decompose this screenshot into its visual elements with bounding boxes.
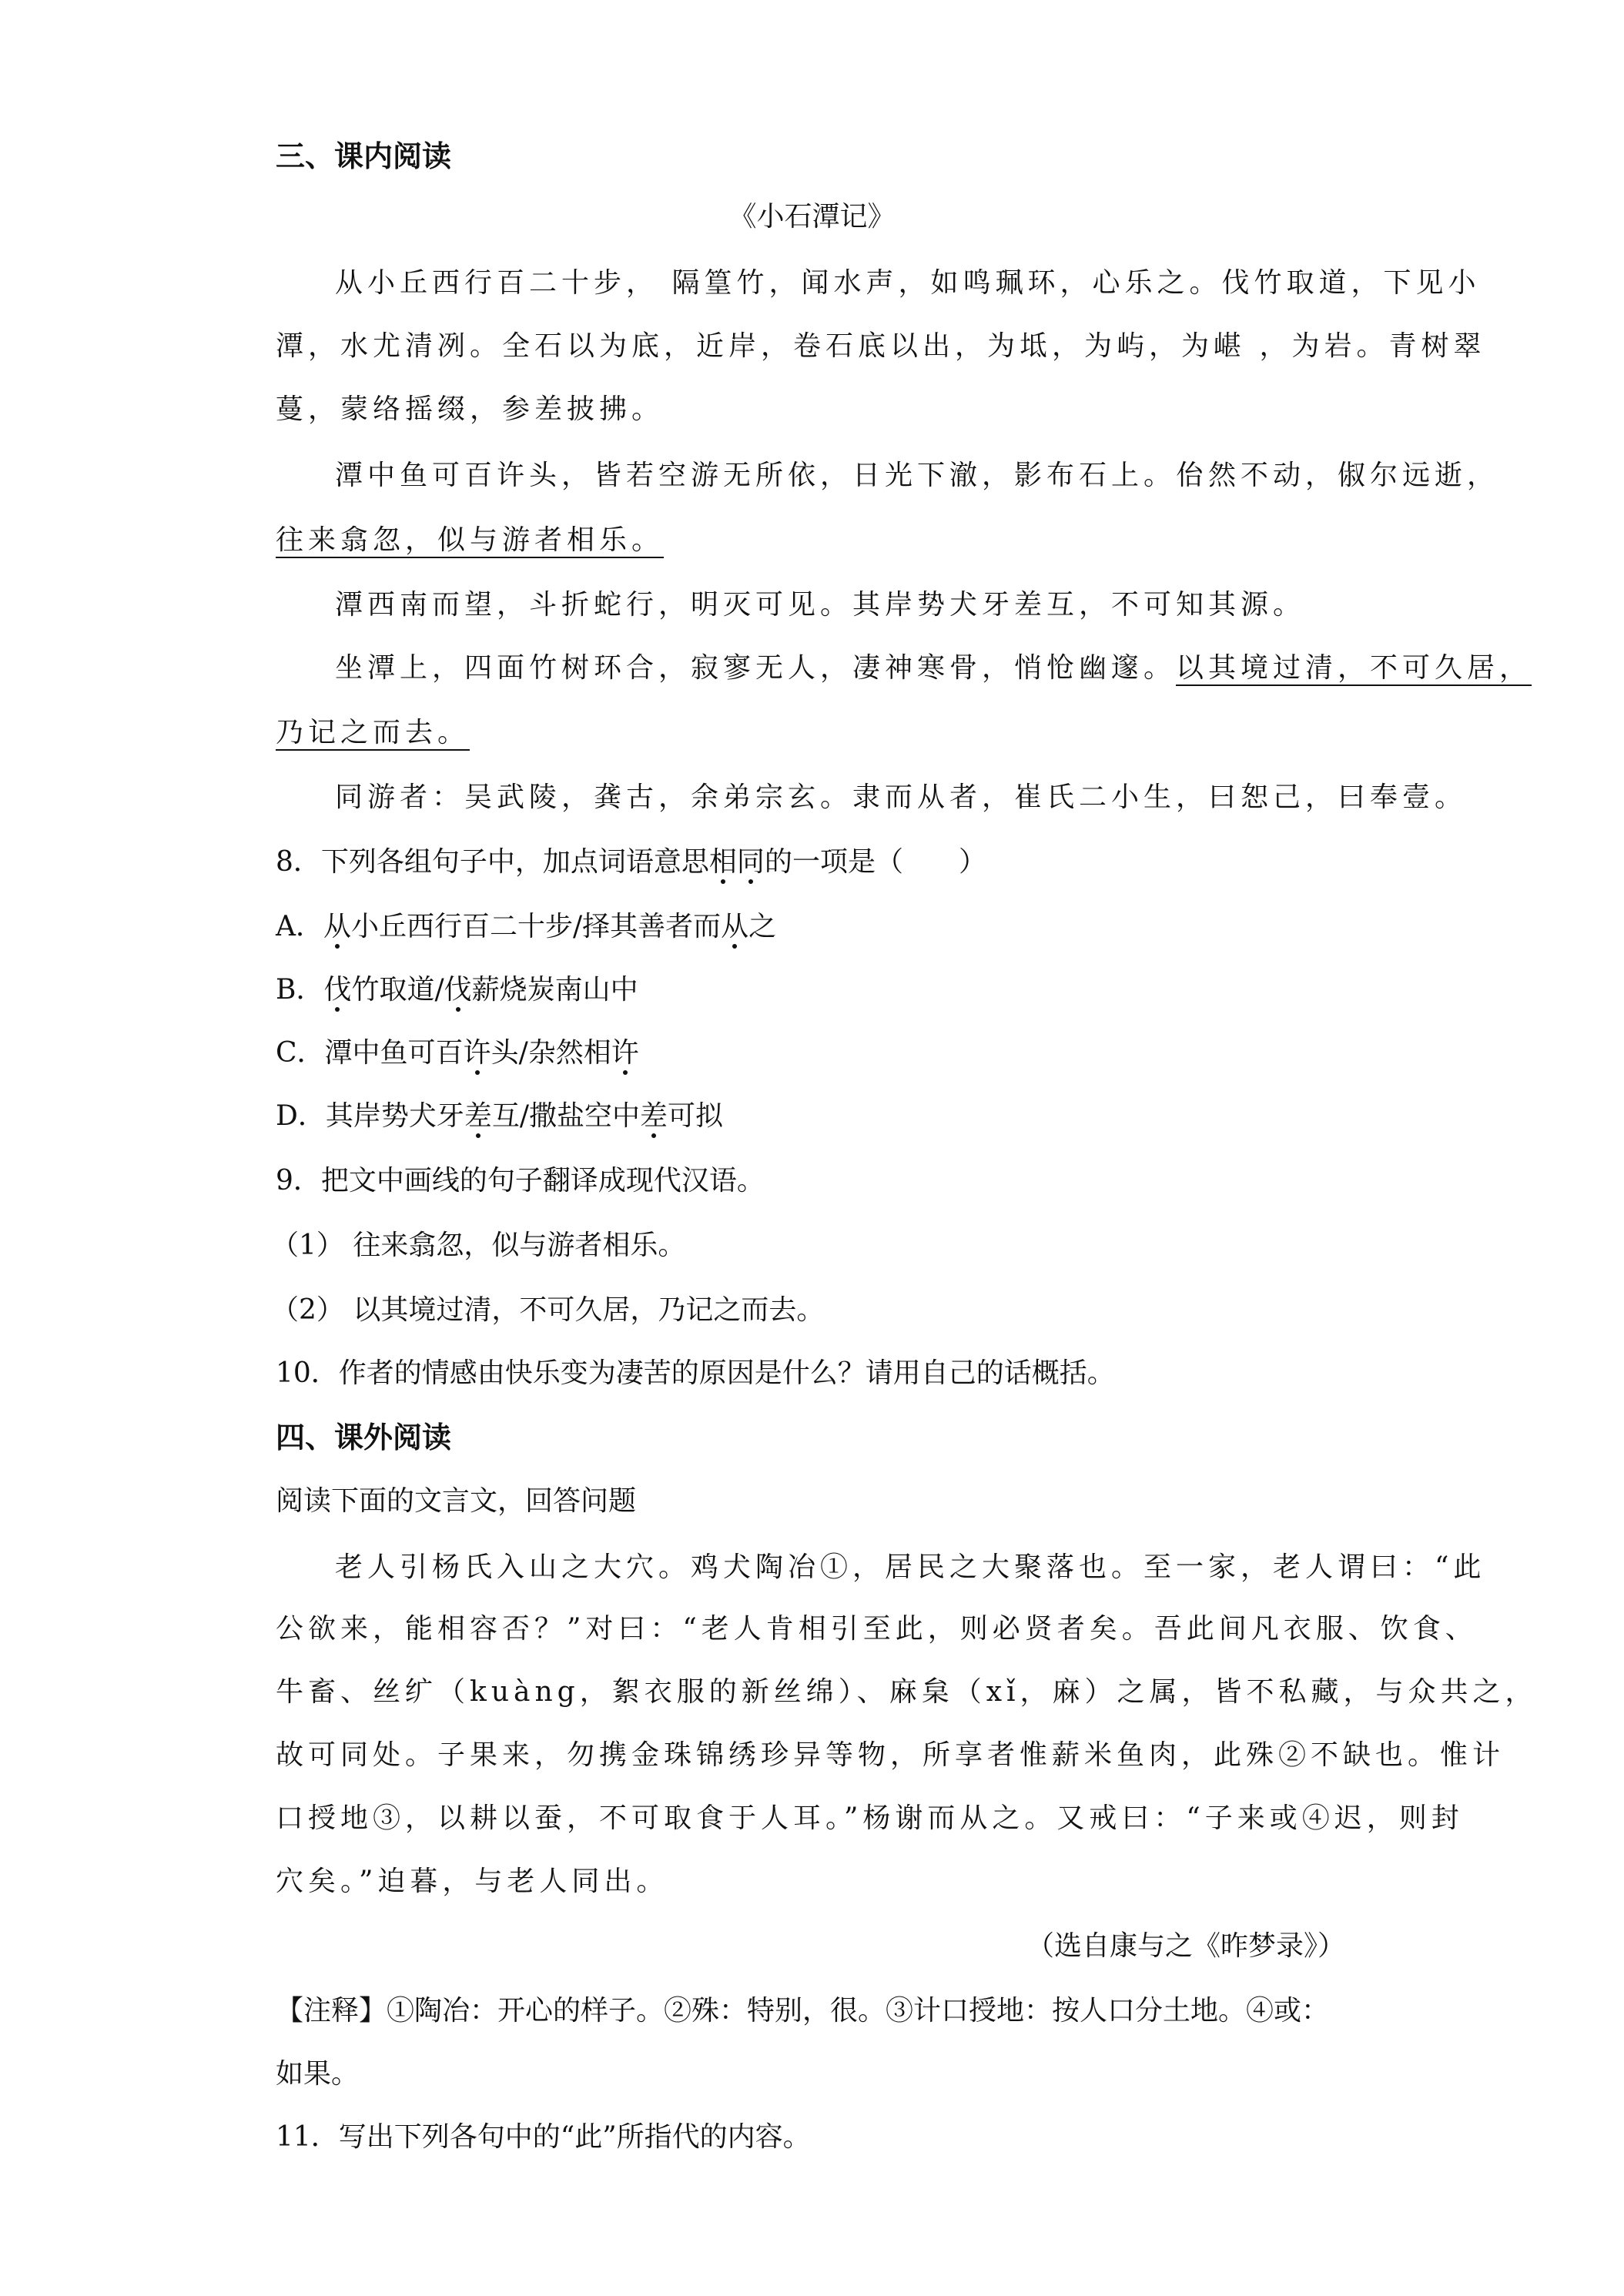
passage-line: 坐潭上，四面竹树环合，寂寥无人，凄神寒骨，悄怆幽邃。以其境过清，不可久居，	[335, 652, 1532, 684]
annotation-line: 如果。	[276, 2058, 360, 2090]
underlined-sentence: 往来翕忽，似与游者相乐。	[276, 524, 665, 556]
question-10-stem: 10．作者的情感由快乐变为凄苦的原因是什么？请用自己的话概括。	[276, 1357, 1115, 1389]
passage-line: 故可同处。子果来，勿携金珠锦绣珍异等物，所享者惟薪米鱼肉，此殊②不缺也。惟计	[276, 1739, 1505, 1771]
underlined-sentence: 乃记之而去。	[276, 717, 470, 748]
passage-line: 潭中鱼可百许头，皆若空游无所依，日光下澈，影布石上。佁然不动，俶尔远逝，	[335, 460, 1500, 491]
annotation-line: 【注释】①陶冶：开心的样子。②殊：特别，很。③计口授地：按人口分土地。④或：	[276, 1995, 1330, 2027]
emphasis-dot-char: 从	[323, 911, 352, 942]
option-b: B．伐竹取道/伐薪烧炭南山中	[276, 974, 638, 1006]
option-a: A．从小丘西行百二十步/择其善者而从之	[276, 911, 777, 942]
passage-line-underlined	[276, 719, 470, 747]
passage-line-underlined	[276, 524, 665, 556]
passage-line: 穴矣。”迫暮，与老人同出。	[276, 1866, 669, 1897]
emphasis-dot-char: 差	[464, 1100, 492, 1132]
passage-line: 同游者：吴武陵，龚古，余弟宗玄。隶而从者，崔氏二小生，曰恕己，曰奉壹。	[335, 782, 1468, 813]
emphasis-dot-char: 许	[463, 1037, 491, 1069]
emphasis-dot-char: 从	[721, 911, 749, 942]
emphasis-dot-char: 伐	[444, 974, 472, 1006]
passage-line: 蔓，蒙络摇缀，参差披拂。	[276, 393, 665, 425]
passage-line: 潭西南而望，斗折蛇行，明灭可见。其岸势犬牙差互，不可知其源。	[335, 589, 1306, 621]
passage-line: 牛畜、丝纩（kuàng，絮衣服的新丝绵）、麻枲（xǐ，麻）之属，皆不私藏，与众共之，	[276, 1676, 1538, 1708]
underlined-sentence: 以其境过清，不可久居，	[1176, 652, 1532, 684]
question-11-stem: 11．写出下列各句中的“此”所指代的内容。	[276, 2121, 811, 2153]
passage-line: 潭，水尤清冽。全石以为底，近岸，卷石底以出，为坻，为屿，为嵁 ，为岩。青树翠	[276, 330, 1486, 362]
section-heading: 三、课内阅读	[276, 139, 452, 173]
section-heading: 四、课外阅读	[276, 1421, 452, 1454]
passage-line: 公欲来，能相容否？”对曰：“老人肯相引至此，则必贤者矣。吾此间凡衣服、饮食、	[276, 1613, 1478, 1645]
question-9-item: （1） 往来翕忽，似与游者相乐。	[271, 1230, 686, 1261]
emphasis-dot-char: 相	[708, 846, 737, 878]
question-9-stem: 9．把文中画线的句子翻译成现代汉语。	[276, 1165, 765, 1197]
passage-title: 《小石潭记》	[728, 201, 896, 233]
emphasis-dot-char: 许	[611, 1037, 639, 1069]
source-citation: （选自康与之《昨梦录》）	[1026, 1930, 1345, 1962]
emphasis-dot-char: 差	[640, 1100, 668, 1132]
passage-line: 口授地③，以耕以蚕，不可取食于人耳。”杨谢而从之。又戒曰：“子来或④迟，则封	[276, 1802, 1464, 1834]
question-8-stem: 8．下列各组句子中，加点词语意思相同的一项是（ ）	[276, 846, 986, 878]
passage-line: 从小丘西行百二十步， 隔篁竹，闻水声，如鸣珮环，心乐之。伐竹取道，下见小	[335, 267, 1481, 299]
passage-line: 老人引杨氏入山之大穴。鸡犬陶冶①，居民之大聚落也。至一家，老人谓曰：“此	[335, 1551, 1486, 1583]
emphasis-dot-char: 伐	[323, 974, 352, 1006]
question-9-item: （2） 以其境过清，不可久居，乃记之而去。	[271, 1294, 825, 1326]
reading-instruction: 阅读下面的文言文，回答问题	[276, 1485, 637, 1517]
option-c: C．潭中鱼可百许头/杂然相许	[276, 1037, 639, 1069]
option-d: D．其岸势犬牙差互/撒盐空中差可拟	[276, 1100, 724, 1132]
emphasis-dot-char: 同	[736, 846, 765, 878]
